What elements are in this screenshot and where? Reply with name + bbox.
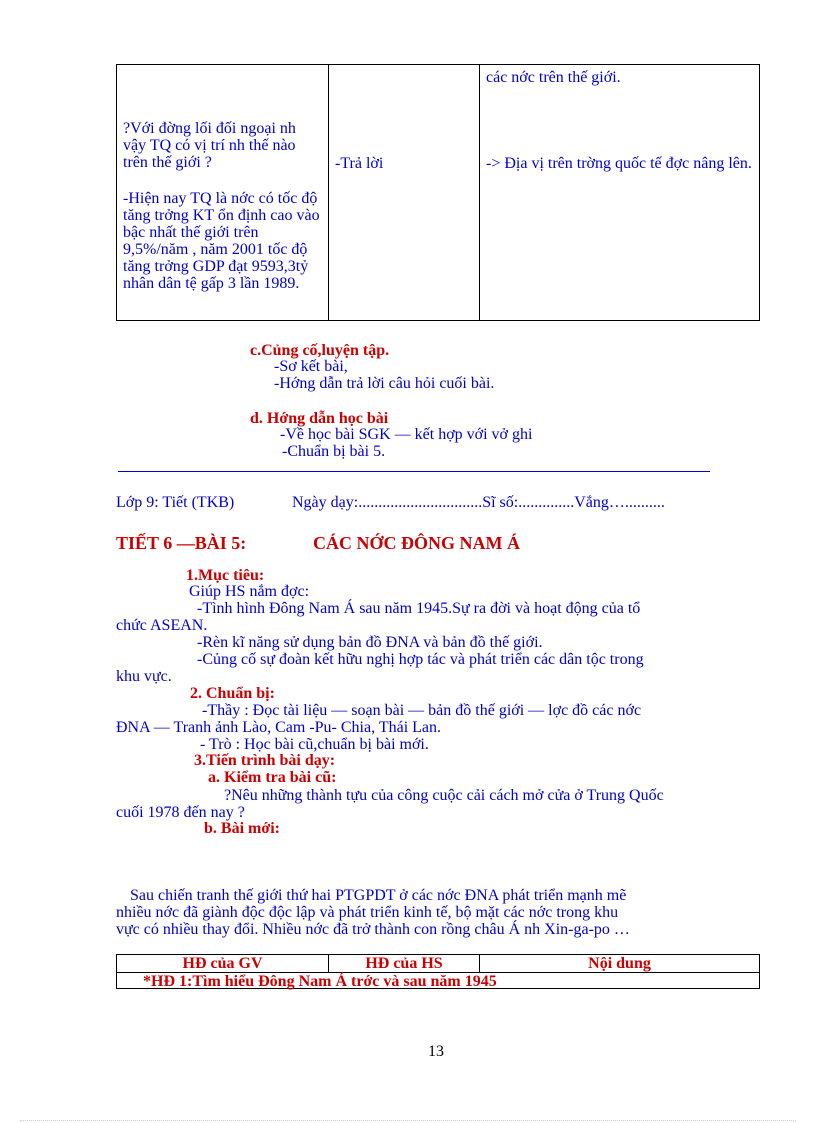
china-info-text: -Hiện nay TQ là nớc có tốc độ tăng trởng KT ổn định cao vào bậc nhất thế giới trên 9,5%/năm , năm 2001 tốc độ tăng trởng GDP đạt 9593,3tỷ nhân dân tệ gấp 3 lần 1989. bbox=[123, 190, 320, 292]
answer-text: -Trả lời bbox=[335, 155, 384, 172]
intro-line-1: Sau chiến tranh thế giới thứ hai PTGPDT ở các nớc ĐNA phát triển mạnh mẽ bbox=[130, 887, 627, 904]
homework-line-1: -Về học bài SGK — kết hợp với vở ghi bbox=[280, 426, 533, 443]
check-question-b: cuối 1978 đến nay ? bbox=[116, 804, 245, 821]
header-student-activity: HĐ của HS bbox=[365, 955, 443, 972]
objective-3b: khu vực. bbox=[116, 668, 172, 685]
objective-2: -Rèn kĩ năng sử dụng bản đồ ĐNA và bản đồ thế giới. bbox=[197, 634, 543, 651]
preparation-student: - Trò : Học bài cũ,chuẩn bị bài mới. bbox=[200, 736, 429, 753]
class-info-date: Ngày dạy:...............................Sĩ số:..............Vắng….......... bbox=[292, 494, 665, 511]
content-text-status: -> Địa vị trên trờng quốc tế đợc nâng lên. bbox=[486, 155, 752, 172]
separator-line bbox=[118, 471, 710, 472]
objective-1b: chức ASEAN. bbox=[116, 617, 208, 634]
intro-line-3: vực có nhiều thay đổi. Nhiều nớc đã trở thành con rồng châu Á nh Xin-ga-po … bbox=[116, 921, 630, 938]
consolidation-line-1: -Sơ kết bài, bbox=[274, 358, 348, 375]
class-info-lop: Lớp 9: Tiết (TKB) bbox=[116, 494, 235, 511]
table-divider bbox=[328, 65, 329, 320]
question-text: ?Với đờng lối đối ngoại nh vậy TQ có vị trí nh thế nào trên thế giới ? bbox=[123, 120, 296, 171]
objective-1a: -Tình hình Đông Nam Á sau năm 1945.Sự ra đời và hoạt động của tổ bbox=[197, 600, 641, 617]
preparation-teacher-a: -Thầy : Đọc tài liệu — soạn bài — bản đồ thế giới — lợc đồ các nớc bbox=[202, 702, 642, 719]
preparation-teacher-b: ĐNA — Tranh ảnh Lào, Cam -Pu- Chia, Thái Lan. bbox=[116, 719, 442, 736]
objectives-heading: 1.Mục tiêu: bbox=[186, 567, 265, 584]
new-lesson-heading: b. Bài mới: bbox=[204, 820, 280, 837]
header-content: Nội dung bbox=[588, 955, 651, 972]
lesson-label: TIẾT 6 —BÀI 5: bbox=[116, 533, 247, 553]
page-number: 13 bbox=[428, 1043, 444, 1060]
table-divider bbox=[479, 65, 480, 320]
preparation-heading: 2. Chuẩn bị: bbox=[190, 685, 275, 702]
activity-1-title: *HĐ 1:Tìm hiểu Đông Nam Á trớc và sau năm 1945 bbox=[143, 973, 497, 990]
intro-line-2: nhiều nớc đã giành độc độc lập và phát triển kinh tế, bộ mặt các nớc trong khu bbox=[116, 904, 619, 921]
consolidation-line-2: -Hớng dẫn trả lời câu hỏi cuối bài. bbox=[274, 375, 495, 392]
activity-table bbox=[116, 954, 760, 989]
homework-line-2: -Chuẩn bị bài 5. bbox=[282, 443, 386, 460]
homework-heading: d. Hớng dẫn học bài bbox=[250, 410, 389, 427]
check-heading: a. Kiểm tra bài cũ: bbox=[208, 769, 337, 786]
objective-3a: -Củng cố sự đoàn kết hữu nghị hợp tác và phát triển các dân tộc trong bbox=[197, 651, 644, 668]
top-table bbox=[116, 64, 760, 321]
page-edge-line bbox=[20, 1120, 796, 1121]
content-text-top: các nớc trên thế giới. bbox=[486, 69, 621, 86]
objectives-intro: Giúp HS nắm đợc: bbox=[189, 583, 310, 600]
lesson-title: CÁC NỚC ĐÔNG NAM Á bbox=[313, 533, 520, 553]
consolidation-heading: c.Củng cố,luyện tập. bbox=[250, 342, 390, 359]
check-question-a: ?Nêu những thành tựu của công cuộc cải cách mở cửa ở Trung Quốc bbox=[224, 787, 664, 804]
process-heading: 3.Tiến trình bài dạy: bbox=[194, 752, 336, 769]
header-teacher-activity: HĐ của GV bbox=[182, 955, 263, 972]
